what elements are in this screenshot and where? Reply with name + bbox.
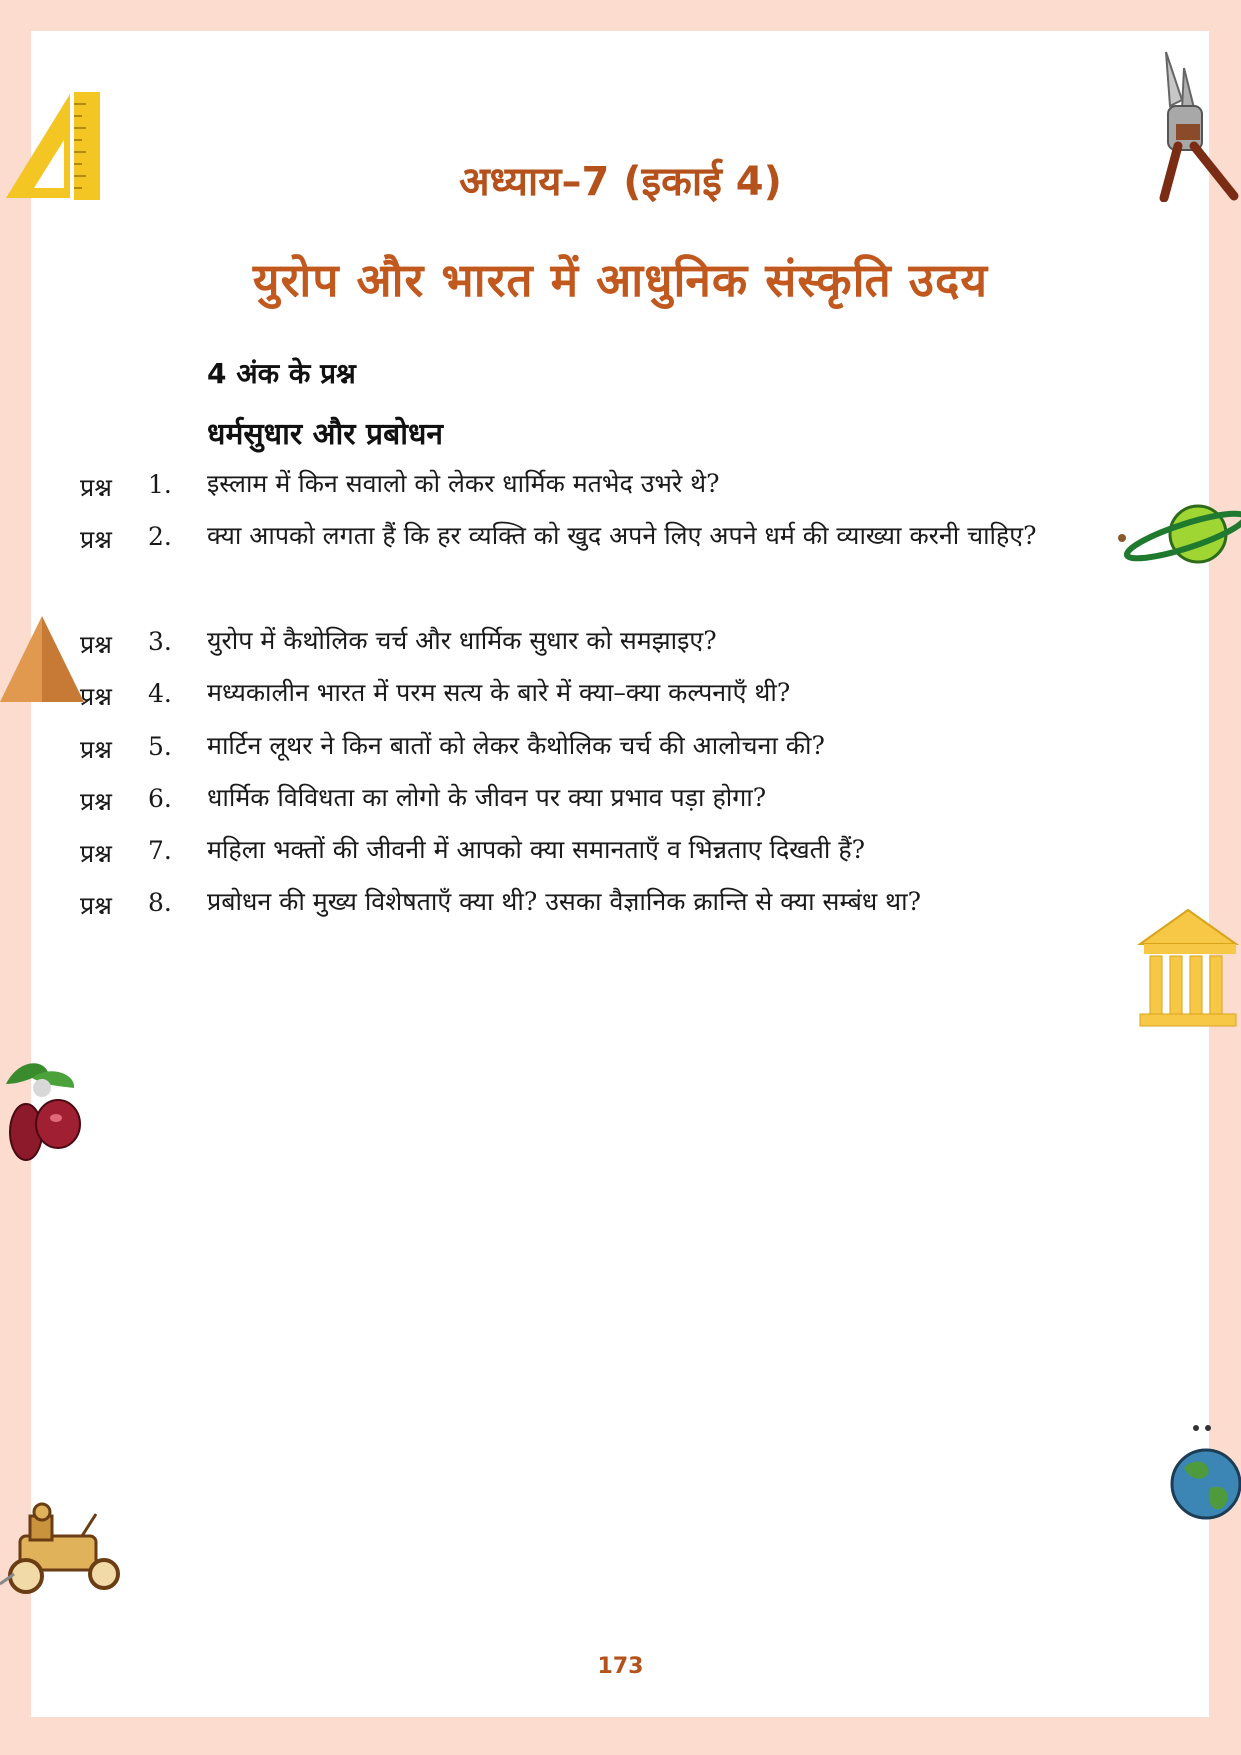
old-car-icon	[0, 1500, 126, 1600]
question-label: प्रश्न	[80, 891, 112, 920]
page-number: 173	[597, 1654, 644, 1679]
question-label: प्रश्न	[80, 473, 112, 502]
question-number: 8.	[148, 888, 172, 917]
question-label: प्रश्न	[80, 525, 112, 554]
question-text: क्या आपको लगता हैं कि हर व्यक्ति को खुद अपने लिए अपने धर्म की व्याख्या करनी चाहिए?	[207, 521, 1037, 550]
question-label: प्रश्न	[80, 682, 112, 711]
question-number: 5.	[148, 732, 172, 761]
question-number: 3.	[148, 627, 172, 656]
marks-heading: 4 अंक के प्रश्न	[207, 357, 356, 390]
question-label: प्रश्न	[80, 787, 112, 816]
question-label: प्रश्न	[80, 735, 112, 764]
question-number: 4.	[148, 679, 172, 708]
chapter-heading: अध्याय–7 (इकाई 4)	[459, 159, 782, 205]
question-number: 7.	[148, 836, 172, 865]
section-heading: धर्मसुधार और प्रबोधन	[207, 417, 444, 452]
beans-with-leaves-icon	[2, 1058, 86, 1166]
question-label: प्रश्न	[80, 630, 112, 659]
question-number: 6.	[148, 784, 172, 813]
question-text: महिला भक्तों की जीवनी में आपको क्या समानताएँ व भिन्नताए दिखती हैं?	[207, 835, 866, 864]
question-item	[0, 522, 1241, 572]
question-text: युरोप में कैथोलिक चर्च और धार्मिक सुधार को समझाइए?	[207, 626, 717, 655]
question-number: 1.	[148, 470, 172, 499]
question-label: प्रश्न	[80, 839, 112, 868]
question-item	[0, 888, 1241, 938]
earth-globe-icon	[1168, 1424, 1241, 1526]
question-text: मार्टिन लूथर ने किन बातों को लेकर कैथोलिक चर्च की आलोचना की?	[207, 731, 825, 760]
question-text: धार्मिक विविधता का लोगो के जीवन पर क्या प्रभाव पड़ा होगा?	[207, 783, 767, 812]
subject-title: युरोप और भारत में आधुनिक संस्कृति उदय	[252, 253, 989, 307]
question-text: इस्लाम में किन सवालो को लेकर धार्मिक मतभेद उभरे थे?	[207, 469, 720, 498]
question-text: मध्यकालीन भारत में परम सत्य के बारे में क्या–क्या कल्पनाएँ थी?	[207, 678, 791, 707]
question-text: प्रबोधन की मुख्य विशेषताएँ क्या थी? उसका वैज्ञानिक क्रान्ति से क्या सम्बंध था?	[207, 887, 922, 916]
question-number: 2.	[148, 522, 172, 551]
